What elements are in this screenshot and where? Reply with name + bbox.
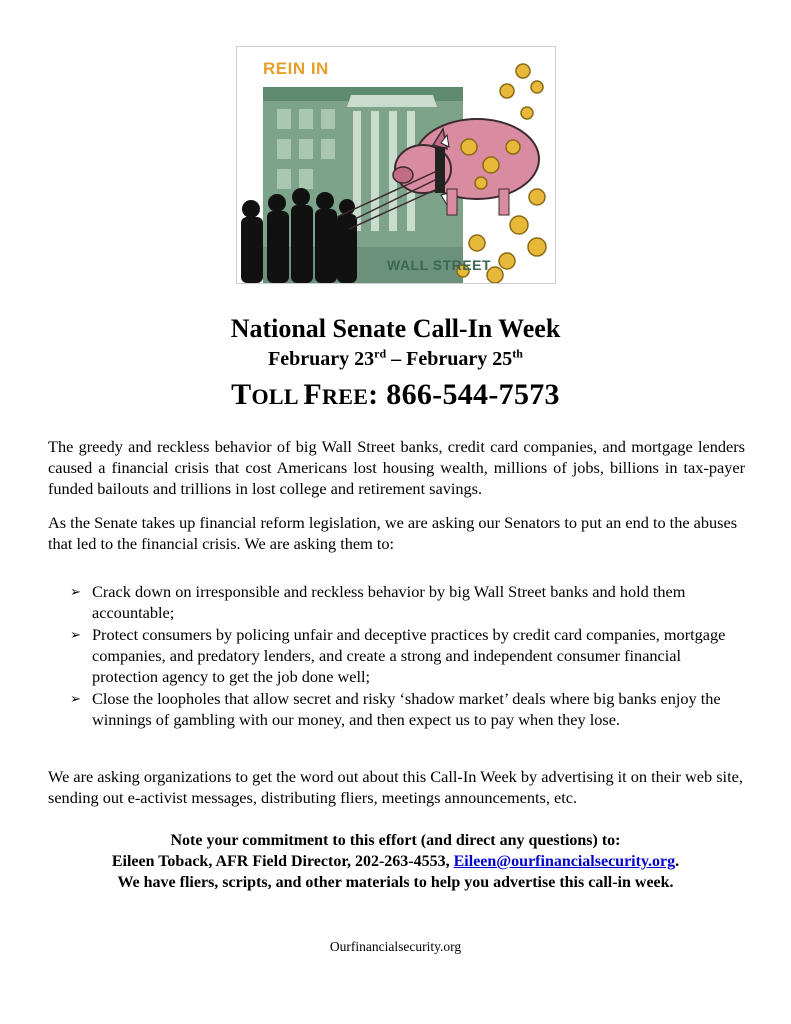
note-line-3: We have fliers, scripts, and other materials to help you advertise this call-in week. [117, 874, 674, 891]
contact-name: Eileen Toback, AFR Field Director, 202-263-4553, [111, 853, 454, 870]
banner-title: REIN IN [263, 59, 329, 78]
intro-paragraph: The greedy and reckless behavior of big Wall Street banks, credit card companies, and mortgage lenders caused a financial crisis that cost Americans lost housing wealth, millions of jobs, billions in tax-payer funded bailouts and trillions in lost college and retirement savings. [48, 437, 745, 498]
footer-site: Ourfinancialsecurity.org [329, 939, 462, 954]
list-item [70, 624, 730, 687]
list-item-text: Protect consumers by policing unfair and deceptive practices by credit card companies, mortgage companies, and predatory lenders, and create a strong and independent consumer financial protection agency to get the job done well; [92, 625, 726, 686]
note-line-2 [0, 851, 791, 872]
date-separator: – [386, 348, 407, 370]
date-start: February 23 [268, 348, 375, 370]
contact-note [0, 830, 791, 893]
list-item [70, 581, 730, 623]
toll-label-ree: REE [322, 384, 369, 409]
toll-free-line [0, 378, 791, 412]
request-paragraph: As the Senate takes up financial reform legislation, we are asking our Senators to put an end to the abuses that led to the financial crisis. We are asking them to: [48, 513, 738, 553]
toll-label-colon: : [368, 378, 387, 411]
rein-in-wall-street-banner [236, 46, 556, 284]
arrow-bullet-icon: ➢ [70, 691, 81, 706]
page-title: National Senate Call-In Week [230, 314, 561, 343]
note-line-1: Note your commitment to this effort (and direct any questions) to: [170, 832, 621, 849]
toll-label-oll: OLL [251, 384, 304, 409]
date-end: February 25 [406, 348, 513, 370]
arrow-bullet-icon: ➢ [70, 627, 81, 642]
date-end-suffix: th [512, 346, 523, 361]
list-item [70, 688, 730, 730]
demands-list [70, 581, 730, 731]
arrow-bullet-icon: ➢ [70, 584, 81, 599]
toll-label-t: T [231, 378, 252, 411]
organizations-paragraph: We are asking organizations to get the word out about this Call-In Week by advertising it on their web site, sending out e-activist messages, distributing fliers, meetings announcements, etc. [48, 767, 743, 807]
phone-number: 866-544-7573 [386, 378, 560, 411]
banner-street-label: WALL STREET [387, 257, 492, 273]
date-start-suffix: rd [374, 346, 387, 361]
list-item-text: Crack down on irresponsible and reckless behavior by big Wall Street banks and hold them accountable; [92, 582, 686, 622]
banner-illustration [237, 47, 555, 283]
contact-period: . [675, 853, 680, 870]
email-link[interactable]: Eileen@ourfinancialsecurity.org [453, 853, 676, 870]
list-item-text: Close the loopholes that allow secret and risky ‘shadow market’ deals where big banks enjoy the winnings of gambling with our money, and then expect us to pay when they lose. [92, 689, 721, 729]
toll-label-f: F [303, 378, 323, 411]
event-dates [0, 348, 791, 371]
